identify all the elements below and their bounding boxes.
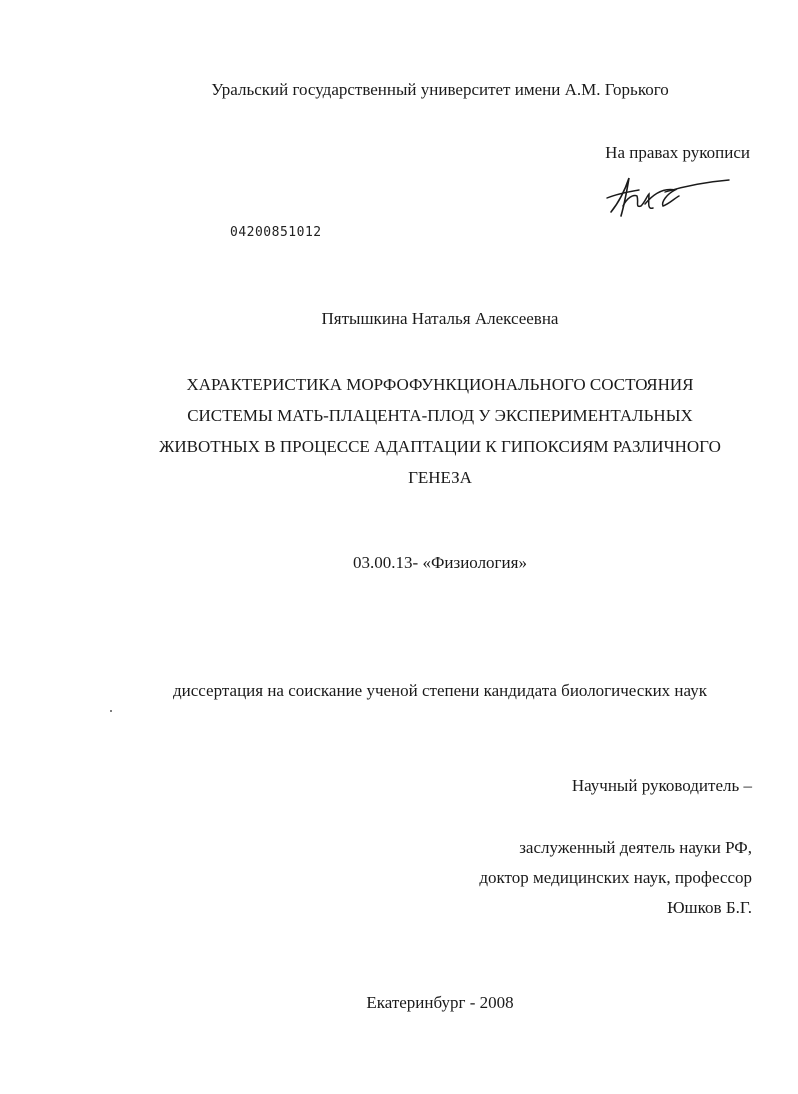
handwritten-signature-icon: [605, 172, 735, 222]
registration-number: 04200851012: [230, 225, 322, 240]
university-name: Уральский государственный университет имени А.М. Горького: [211, 80, 669, 99]
thesis-title: [115, 369, 765, 493]
supervisor-label: Научный руководитель –: [571, 776, 752, 795]
supervisor-name: Юшков Б.Г.: [667, 898, 752, 917]
city-year: Екатеринбург - 2008: [366, 993, 514, 1012]
title-line: ГЕНЕЗА: [408, 468, 472, 487]
specialty-code: 03.00.13- «Физиология»: [353, 553, 527, 572]
author-name: Пятышкина Наталья Алексеевна: [321, 309, 559, 328]
thesis-type: диссертация на соискание ученой степени кандидата биологических наук: [173, 681, 707, 700]
stray-dot: [110, 710, 112, 712]
title-line: ХАРАКТЕРИСТИКА МОРФОФУНКЦИОНАЛЬНОГО СОСТОЯНИЯ: [186, 375, 694, 394]
supervisor-degree: доктор медицинских наук, профессор: [479, 868, 752, 887]
supervisor-title: заслуженный деятель науки РФ,: [519, 838, 752, 857]
title-line: СИСТЕМЫ МАТЬ-ПЛАЦЕНТА-ПЛОД У ЭКСПЕРИМЕНТАЛЬНЫХ: [187, 406, 693, 425]
rights-note: На правах рукописи: [605, 143, 750, 162]
title-line: ЖИВОТНЫХ В ПРОЦЕССЕ АДАПТАЦИИ К ГИПОКСИЯМ РАЗЛИЧНОГО: [159, 437, 721, 456]
